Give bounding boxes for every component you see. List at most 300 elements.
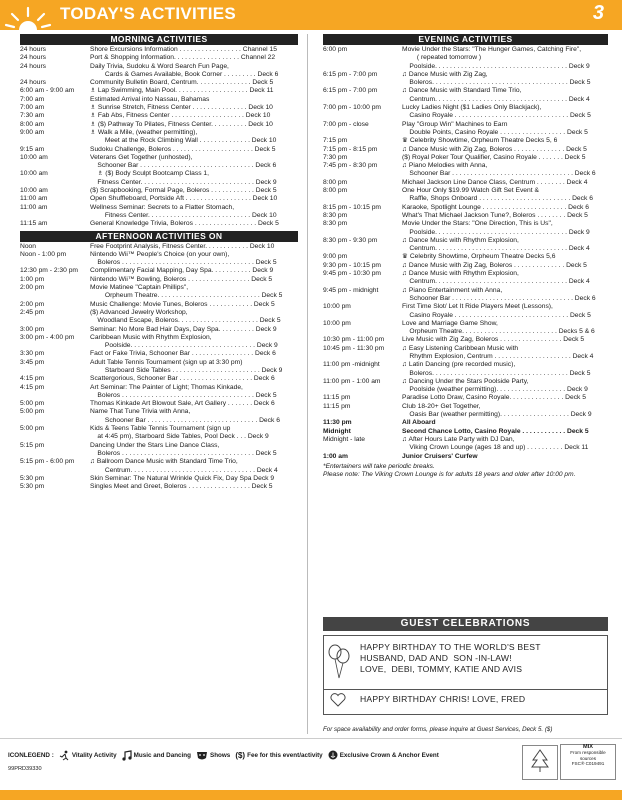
schedule-row xyxy=(20,367,298,375)
schedule-row xyxy=(20,326,298,334)
row-time xyxy=(323,245,402,253)
schedule-row xyxy=(20,458,298,466)
celebration-message-1 xyxy=(324,636,607,688)
row-time xyxy=(20,433,90,441)
row-time xyxy=(20,342,90,350)
fsc-label xyxy=(560,744,616,780)
row-time xyxy=(323,170,402,178)
evening-header: EVENING ACTIVITIES xyxy=(323,34,608,45)
row-event: Daily Trivia, Sudoku & Word Search Fun Page, xyxy=(90,62,229,70)
row-event: Rhythm Explosion, Centrum . . . . . . . . . . . . . . . . . . . . . Deck 4 xyxy=(402,352,594,360)
row-event: Caribbean Music with Rhythm Explosion, xyxy=(90,333,212,341)
row-event: Love and Marriage Game Show, xyxy=(402,319,498,327)
row-event: ♫ Easy Listening Caribbean Music with xyxy=(402,344,519,352)
schedule-row xyxy=(20,433,298,441)
schedule-row xyxy=(20,334,298,342)
row-event: ( repeated tomorrow ) xyxy=(402,54,482,62)
row-event: at 4:45 pm), Starboard Side Tables, Pool Deck . . . Deck 9 xyxy=(90,433,269,441)
legend-fee xyxy=(235,751,322,760)
row-event: Movie Under the Stars: "One Direction, This is Us", xyxy=(402,220,553,228)
schedule-row xyxy=(20,187,298,195)
schedule-row xyxy=(20,104,298,112)
row-time: 4:15 pm xyxy=(20,375,45,383)
row-event: Double Points, Casino Royale . . . . . . . . . . . . . . . . . . Deck 5 xyxy=(402,128,588,136)
balloons-icon xyxy=(328,644,350,680)
schedule-row xyxy=(323,336,608,344)
schedule-row xyxy=(20,162,298,170)
row-time: 24 hours xyxy=(20,54,47,62)
legend-label: ICONLEGEND : xyxy=(8,751,54,759)
row-event: ♫ Dance Music with Zig Zag, Boleros . . . . . . . . . . . . . . Deck 5 xyxy=(402,261,587,269)
row-time: 10:00 pm xyxy=(323,319,351,327)
row-time: 10:00 am xyxy=(20,153,48,161)
schedule-row xyxy=(323,345,608,353)
row-event: Raffle, Shops Onboard . . . . . . . . . . . . . . . . . . . . . . . . . Deck 6 xyxy=(402,195,593,203)
row-event: ♫ Latin Dancing (pre recorded music), xyxy=(402,361,516,369)
row-event: Poolside. . . . . . . . . . . . . . . . . . . . . . . . . . . . . . . . . . . . Deck 9 xyxy=(402,62,590,70)
schedule-row xyxy=(323,195,608,203)
row-event: Skin Seminar: The Natural Wrinkle Quick Fix, Day Spa Deck 9 xyxy=(90,474,275,482)
right-column xyxy=(323,34,608,479)
row-event: Paradise Lotto Draw, Casino Royale. . . . . . . . . . . . . . . Deck 5 xyxy=(402,394,586,402)
row-time: 9:00 am xyxy=(20,128,45,136)
row-time xyxy=(20,212,90,220)
row-event: Sudoku Challenge, Boleros . . . . . . . . . . . . . . . . . . . . . . Deck 5 xyxy=(90,145,276,153)
schedule-row xyxy=(323,170,608,178)
celebration-text-2: HAPPY BIRTHDAY CHRIS! LOVE, FRED xyxy=(360,694,526,704)
row-time: 10:00 pm xyxy=(323,303,351,311)
row-time: 9:45 pm - midnight xyxy=(323,286,379,294)
schedule-row xyxy=(323,370,608,378)
schedule-row xyxy=(323,378,608,386)
schedule-row xyxy=(20,96,298,104)
schedule-row xyxy=(323,394,608,402)
schedule-row xyxy=(20,259,298,267)
row-event: Boleros . . . . . . . . . . . . . . . . . . . . . . . . . . . . . . . . . . . . Deck 5 xyxy=(90,449,277,457)
left-column xyxy=(20,34,298,491)
row-time: 24 hours xyxy=(20,62,47,70)
row-event: Dancing Under the Stars Line Dance Class, xyxy=(90,441,220,449)
row-event: Seminar: No More Bad Hair Days, Day Spa. . . . . . . . . . Deck 9 xyxy=(90,325,277,333)
schedule-row xyxy=(20,342,298,350)
row-time: 5:30 pm xyxy=(20,483,45,491)
row-event: Fitness Center. . . . . . . . . . . . . . . . . . . . . . . . . . . . Deck 10 xyxy=(90,211,277,219)
row-time: 7:15 pm - 8:15 pm xyxy=(323,145,378,153)
row-time: Noon xyxy=(20,242,36,250)
schedule-row xyxy=(323,262,608,270)
schedule-row xyxy=(323,287,608,295)
schedule-row xyxy=(323,96,608,104)
schedule-row xyxy=(20,359,298,367)
row-time: 2:00 pm xyxy=(20,284,45,292)
schedule-row xyxy=(323,87,608,95)
top-banner xyxy=(0,0,622,30)
row-time: 5:15 pm - 6:00 pm xyxy=(20,458,75,466)
row-event: Boleros. . . . . . . . . . . . . . . . . . . . . . . . . . . . . . . . . . . . . Deck 5 xyxy=(402,79,591,87)
schedule-row xyxy=(20,204,298,212)
row-event: ♫ Dance Music with Zig Zag, xyxy=(402,70,488,78)
page-title: TODAY'S ACTIVITIES xyxy=(60,4,237,23)
row-time: 10:00 am xyxy=(20,170,48,178)
music-note-icon xyxy=(122,750,132,761)
schedule-row xyxy=(323,212,608,220)
legend-music xyxy=(122,750,191,761)
schedule-row xyxy=(323,54,608,62)
schedule-row xyxy=(20,442,298,450)
row-time xyxy=(323,112,402,120)
morning-header: MORNING ACTIVITIES xyxy=(20,34,298,45)
schedule-row xyxy=(323,187,608,195)
schedule-row xyxy=(323,154,608,162)
row-event: General Knowledge Trivia, Boleros . . . . . . . . . . . . . . . . . Deck 5 xyxy=(90,220,279,228)
schedule-row xyxy=(20,54,298,62)
schedule-row xyxy=(323,436,608,444)
row-time: 5:00 pm xyxy=(20,425,45,433)
row-time: 6:15 pm - 7:00 pm xyxy=(323,87,378,95)
row-time xyxy=(323,353,402,361)
schedule-row xyxy=(20,154,298,162)
schedule-row xyxy=(20,450,298,458)
row-event: Name That Tune Trivia with Anna, xyxy=(90,408,191,416)
guest-celebrations-title: GUEST CELEBRATIONS xyxy=(323,617,608,631)
page-number: 3 xyxy=(592,2,604,24)
schedule-row xyxy=(20,301,298,309)
row-time: 2:45 pm xyxy=(20,308,45,316)
schedule-row xyxy=(20,87,298,95)
row-event: Schooner Bar . . . . . . . . . . . . . . . . . . . . . . . . . . . . . . . Deck 6 xyxy=(90,162,277,170)
viking-lounge-note: Please note: The Viking Crown Lounge is for adults 18 years and older after 10:00 pm. xyxy=(323,470,576,478)
row-time: Noon - 1:00 pm xyxy=(20,250,67,258)
row-event: ♗ ($) Body Sculpt Bootcamp Class 1, xyxy=(90,170,209,178)
row-event: ♫ After Hours Late Party with DJ Dan, xyxy=(402,435,515,443)
row-time: 12:30 pm - 2:30 pm xyxy=(20,267,78,275)
row-time: 9:15 am xyxy=(20,145,45,153)
row-time: 3:45 pm xyxy=(20,358,45,366)
row-time xyxy=(323,54,402,62)
row-time xyxy=(20,417,90,425)
row-event: Nintendo Wii™ Bowling, Boleros . . . . . . . . . . . . . . . . . Deck 5 xyxy=(90,275,273,283)
row-event: Poolside (weather permitting). . . . . . . . . . . . . . . . . . . Deck 9 xyxy=(402,386,588,394)
row-time: 7:00 pm - 10:00 pm xyxy=(323,104,381,112)
row-time xyxy=(323,278,402,286)
schedule-row xyxy=(323,237,608,245)
row-time: 10:00 am xyxy=(20,187,48,195)
schedule-row xyxy=(20,243,298,251)
row-event: ♗ Sunrise Stretch, Fitness Center . . . . . . . . . . . . . . . Deck 10 xyxy=(90,104,273,112)
row-time: 5:15 pm xyxy=(20,441,45,449)
row-event: One Hour Only $19.99 Watch Gift Set Event & xyxy=(402,187,539,195)
row-time: Midnight - late xyxy=(323,435,366,443)
schedule-row xyxy=(20,129,298,137)
row-event: Live Music with Zig Zag, Boleros . . . . . . . . . . . . . . . . . Deck 5 xyxy=(402,336,585,344)
row-time xyxy=(323,444,402,452)
schedule-row xyxy=(323,162,608,170)
row-event: Lucky Ladies Night ($1 Ladies Only Blackjack), xyxy=(402,104,542,112)
row-event: Free Footprint Analysis, Fitness Center. . . . . . . . . . . . Deck 10 xyxy=(90,242,275,250)
row-event: Scattergorious, Schooner Bar . . . . . . . . . . . . . . . . . . . . Deck 6 xyxy=(90,375,275,383)
row-event: ♫ Piano Melodies with Anna, xyxy=(402,162,488,170)
schedule-row xyxy=(20,475,298,483)
row-time: 8:30 pm xyxy=(323,211,348,219)
schedule-row xyxy=(20,317,298,325)
row-event: Schooner Bar . . . . . . . . . . . . . . . . . . . . . . . . . . . . . . . . . Deck 6 xyxy=(402,294,596,302)
vitality-label: Vitality Activity xyxy=(71,751,117,759)
row-event: Community Bulletin Board, Centrum. . . . . . . . . . . . . . . Deck 5 xyxy=(90,79,274,87)
schedule-row xyxy=(323,46,608,54)
row-event: Veterans Get Together (unhosted), xyxy=(90,153,193,161)
row-event: Centrum. . . . . . . . . . . . . . . . . . . . . . . . . . . . . . . . . . . . Deck 4 xyxy=(402,95,590,103)
row-time: 11:15 pm xyxy=(323,402,351,410)
row-time xyxy=(323,195,402,203)
row-event: Adult Table Tennis Tournament (sign up at 3:30 pm) xyxy=(90,358,243,366)
row-event: Orpheum Theatre. . . . . . . . . . . . . . . . . . . . . . . . . . Decks 5 & 6 xyxy=(402,328,595,336)
row-time xyxy=(20,292,90,300)
schedule-row xyxy=(20,251,298,259)
schedule-row xyxy=(20,146,298,154)
row-time: 7:00 am xyxy=(20,104,45,112)
row-event: Complimentary Facial Mapping, Day Spa. . . . . . . . . . . Deck 9 xyxy=(90,267,274,275)
legend-divider xyxy=(0,738,622,739)
schedule-row xyxy=(20,112,298,120)
schedule-row xyxy=(20,63,298,71)
row-event: Boleros. . . . . . . . . . . . . . . . . . . . . . . . . . . . . . . . . . . . . Deck 5 xyxy=(402,369,591,377)
row-event: Viking Crown Lounge (ages 18 and up) . . . . . . . . . . Deck 11 xyxy=(402,444,589,452)
row-event: First Time Slot/ Let It Ride Players Meet (Lessons), xyxy=(402,303,553,311)
schedule-row xyxy=(323,146,608,154)
row-event: Centrum. . . . . . . . . . . . . . . . . . . . . . . . . . . . . . . . . . . . Deck 4 xyxy=(402,278,590,286)
schedule-row xyxy=(323,245,608,253)
celebration-box xyxy=(323,635,608,715)
schedule-row xyxy=(323,444,608,452)
row-event: ♛ Celebrity Showtime, Orpheum Theatre Decks 5,6 xyxy=(402,253,556,261)
fsc-line1: From responsible xyxy=(570,750,606,756)
row-time: 11:00 pm - 1:00 am xyxy=(323,377,381,385)
row-time xyxy=(323,129,402,137)
row-time: 1:00 pm xyxy=(20,275,45,283)
row-time: 6:15 pm - 7:00 pm xyxy=(323,70,378,78)
schedule-row xyxy=(20,284,298,292)
row-event: Woodland Escape, Boleros. . . . . . . . . . . . . . . . . . . . . . Deck 5 xyxy=(90,317,281,325)
schedule-row xyxy=(20,384,298,392)
row-event: Meet at the Rock Climbing Wall . . . . . . . . . . . . . . Deck 10 xyxy=(90,137,277,145)
schedule-row xyxy=(323,112,608,120)
row-time: 2:00 pm xyxy=(20,300,45,308)
schedule-row xyxy=(20,46,298,54)
row-event: Second Chance Lotto, Casino Royale . . . . . . . . . . . . Deck 5 xyxy=(402,427,589,435)
row-event: ($) Royal Poker Tour Qualifier, Casino Royale . . . . . . . Deck 5 xyxy=(402,153,586,161)
schedule-row xyxy=(20,267,298,275)
schedule-row xyxy=(20,425,298,433)
schedule-row xyxy=(323,179,608,187)
row-event: ♗ Lap Swimming, Main Pool. . . . . . . . . . . . . . . . . . . . Deck 11 xyxy=(90,87,274,95)
row-time xyxy=(20,317,90,325)
row-event: Movie Matinee "Captain Phillips", xyxy=(90,284,189,292)
row-event: ♛ Celebrity Showtime, Orpheum Theatre Decks 5, 6 xyxy=(402,137,558,145)
row-time: 8:30 pm - 9:30 pm xyxy=(323,236,378,244)
row-time xyxy=(20,259,90,267)
row-time xyxy=(20,179,90,187)
schedule-row xyxy=(323,137,608,145)
row-event: Kids & Teens Table Tennis Tournament (sign up xyxy=(90,425,231,433)
schedule-row xyxy=(20,483,298,491)
row-event: Club 18-20+ Get Together, xyxy=(402,402,481,410)
row-event: ♗ ($) Pathway To Pilates, Fitness Center. . . . . . . . . . Deck 10 xyxy=(90,120,273,128)
row-event: Oasis Bar (weather permitting). . . . . . . . . . . . . . . . . . . Deck 9 xyxy=(402,411,592,419)
row-time xyxy=(20,137,90,145)
schedule-row xyxy=(323,386,608,394)
row-event: ♫ Dance Music with Rhythm Explosion, xyxy=(402,270,519,278)
row-time: 7:15 pm xyxy=(323,137,348,145)
row-time: 6:00 am - 9:00 am xyxy=(20,87,75,95)
row-event: Casino Royale . . . . . . . . . . . . . . . . . . . . . . . . . . . . . . . Deck 5 xyxy=(402,112,591,120)
row-event: ♫ Dance Music with Zig Zag, Boleros . . . . . . . . . . . . . . Deck 5 xyxy=(402,145,587,153)
row-event: Centrum. . . . . . . . . . . . . . . . . . . . . . . . . . . . . . . . . . Deck 4 xyxy=(90,466,278,474)
row-event: ♫ Dance Music with Rhythm Explosion, xyxy=(402,236,519,244)
schedule-row xyxy=(323,71,608,79)
schedule-row xyxy=(323,411,608,419)
fsc-mix: MIX xyxy=(583,744,593,750)
row-time xyxy=(20,467,90,475)
row-time: 1:00 am xyxy=(323,452,348,460)
row-time: 7:00 pm - close xyxy=(323,120,369,128)
sun-icon xyxy=(2,2,54,30)
schedule-row xyxy=(323,353,608,361)
row-event: ♫ Dance Music with Standard Time Trio, xyxy=(402,87,522,95)
row-time xyxy=(323,295,402,303)
legend-exclusive xyxy=(328,750,439,760)
row-event: Shore Excursions Information . . . . . . . . . . . . . . . . . Channel 15 xyxy=(90,46,277,53)
fee-symbol: ($) xyxy=(235,750,246,760)
row-event: Nintendo Wii™ People's Choice (on your own), xyxy=(90,250,230,258)
row-time: 10:45 pm - 11:30 pm xyxy=(323,344,385,352)
row-event: Schooner Bar . . . . . . . . . . . . . . . . . . . . . . . . . . . . . . Deck 6 xyxy=(90,416,280,424)
schedule-row xyxy=(323,79,608,87)
schedule-row xyxy=(323,220,608,228)
row-time xyxy=(323,79,402,87)
row-event: Boleros . . . . . . . . . . . . . . . . . . . . . . . . . . . . . . . . . . . . Deck 5 xyxy=(90,391,277,399)
schedule-row xyxy=(20,292,298,300)
row-time: 8:15 pm - 10:15 pm xyxy=(323,203,381,211)
row-event: What's That Michael Jackson Tune?, Boleros . . . . . . . . Deck 5 xyxy=(402,211,588,219)
row-time: 8:00 pm xyxy=(323,187,348,195)
schedule-row xyxy=(20,309,298,317)
celebration-text-1: HAPPY BIRTHDAY TO THE WORLD'S BEST HUSBAND, DAD AND SON -IN-LAW! LOVE, DEBI, TOMMY, KATIE AND AVIS xyxy=(360,642,541,674)
row-time: 24 hours xyxy=(20,46,47,53)
shows-label: Shows xyxy=(210,751,231,759)
schedule-row xyxy=(20,276,298,284)
row-event: Port & Shopping Information. . . . . . . . . . . . . . . . . . Channel 22 xyxy=(90,54,276,62)
music-label: Music and Dancing xyxy=(133,751,192,759)
row-time xyxy=(323,96,402,104)
row-time xyxy=(323,411,402,419)
schedule-row xyxy=(323,253,608,261)
row-time: 9:00 pm xyxy=(323,253,348,261)
schedule-row xyxy=(20,220,298,228)
schedule-row xyxy=(20,350,298,358)
row-event: Open Shuffleboard, Portside Aft . . . . . . . . . . . . . . . . . . Deck 10 xyxy=(90,195,278,203)
schedule-row xyxy=(323,453,608,461)
row-event: Music Challenge: Movie Tunes, Boleros . . . . . . . . . . . . Deck 5 xyxy=(90,300,275,308)
row-event: Poolside. . . . . . . . . . . . . . . . . . . . . . . . . . . . . . . . . . . . Deck 9 xyxy=(402,228,590,236)
row-event: ($) Scrapbooking, Formal Page, Boleros . . . . . . . . . . . . Deck 5 xyxy=(90,187,277,195)
schedule-row xyxy=(20,137,298,145)
schedule-row xyxy=(323,229,608,237)
row-event: ♗ Fab Abs, Fitness Center . . . . . . . . . . . . . . . . . . . . Deck 10 xyxy=(90,112,271,120)
row-time xyxy=(20,162,90,170)
row-time xyxy=(323,328,402,336)
schedule-row xyxy=(323,295,608,303)
schedule-row xyxy=(323,129,608,137)
schedule-row xyxy=(20,467,298,475)
schedule-row xyxy=(20,195,298,203)
fsc-tree-icon xyxy=(523,746,557,779)
legend-shows xyxy=(196,750,230,761)
row-time: 11:00 am xyxy=(20,195,48,203)
row-time: 5:00 pm xyxy=(20,408,45,416)
row-event: ♫ Dancing Under the Stars Poolside Party, xyxy=(402,377,529,385)
row-time: 3:00 pm xyxy=(20,325,45,333)
row-event: Starboard Side Tables . . . . . . . . . . . . . . . . . . . . . . . . Deck 9 xyxy=(90,366,283,374)
row-event: Orpheum Theatre. . . . . . . . . . . . . . . . . . . . . . . . . . . . Deck 5 xyxy=(90,292,283,300)
row-time: 5:30 pm xyxy=(20,474,45,482)
row-event: Junior Cruisers' Curfew xyxy=(402,452,478,460)
row-time: 9:30 pm - 10:15 pm xyxy=(323,261,381,269)
row-time xyxy=(323,370,402,378)
schedule-row xyxy=(20,417,298,425)
schedule-row xyxy=(20,179,298,187)
morning-list xyxy=(20,46,298,229)
row-time: 11:15 am xyxy=(20,220,48,228)
row-event: Karaoke, Spotlight Lounge . . . . . . . . . . . . . . . . . . . . . . . Deck 6 xyxy=(402,203,589,211)
celebration-message-2 xyxy=(324,690,607,710)
row-event: ♫ Ballroom Dance Music with Standard Time Trio, xyxy=(90,458,238,466)
schedule-row xyxy=(20,375,298,383)
guest-services-note: For space availability and order forms, please inquire at Guest Services, Deck 5. ($) xyxy=(323,726,553,733)
schedule-row xyxy=(323,63,608,71)
schedule-row xyxy=(20,212,298,220)
fee-label: Fee for this event/activity xyxy=(247,751,323,759)
row-time: 10:30 pm - 11:00 pm xyxy=(323,336,385,344)
row-event: ($) Advanced Jewelry Workshop, xyxy=(90,308,188,316)
row-time: 7:30 pm xyxy=(323,153,348,161)
afternoon-header: AFTERNOON ACTIVITIES ON xyxy=(20,231,298,242)
legend-vitality xyxy=(59,750,117,761)
row-event: Art Seminar: The Painter of Light; Thomas Kinkade, xyxy=(90,383,243,391)
schedule-row xyxy=(323,320,608,328)
schedule-row xyxy=(323,419,608,427)
row-event: Play "Group Win" Machines to Earn xyxy=(402,120,508,128)
schedule-row xyxy=(20,400,298,408)
crown-anchor-icon xyxy=(328,750,338,760)
row-time xyxy=(323,312,402,320)
schedule-row xyxy=(323,121,608,129)
row-event: Singles Meet and Greet, Boleros . . . . . . . . . . . . . . . . . Deck 5 xyxy=(90,483,273,491)
schedule-row xyxy=(323,303,608,311)
schedule-row xyxy=(323,312,608,320)
row-event: Estimated Arrival into Nassau, Bahamas xyxy=(90,95,210,103)
schedule-row xyxy=(323,104,608,112)
schedule-row xyxy=(20,71,298,79)
column-divider xyxy=(307,34,308,734)
row-time: 8:30 pm xyxy=(323,220,348,228)
row-event: Fact or Fake Trivia, Schooner Bar . . . . . . . . . . . . . . . . . Deck 6 xyxy=(90,350,276,358)
row-time: 7:30 am xyxy=(20,112,45,120)
row-event: ♫ Piano Entertainment with Anna, xyxy=(402,286,503,294)
row-event: Schooner Bar . . . . . . . . . . . . . . . . . . . . . . . . . . . . . . . . . Deck 6 xyxy=(402,170,596,178)
row-event: Poolside. . . . . . . . . . . . . . . . . . . . . . . . . . . . . . . . . . Deck 9 xyxy=(90,342,278,350)
schedule-row xyxy=(20,79,298,87)
schedule-row xyxy=(323,428,608,436)
